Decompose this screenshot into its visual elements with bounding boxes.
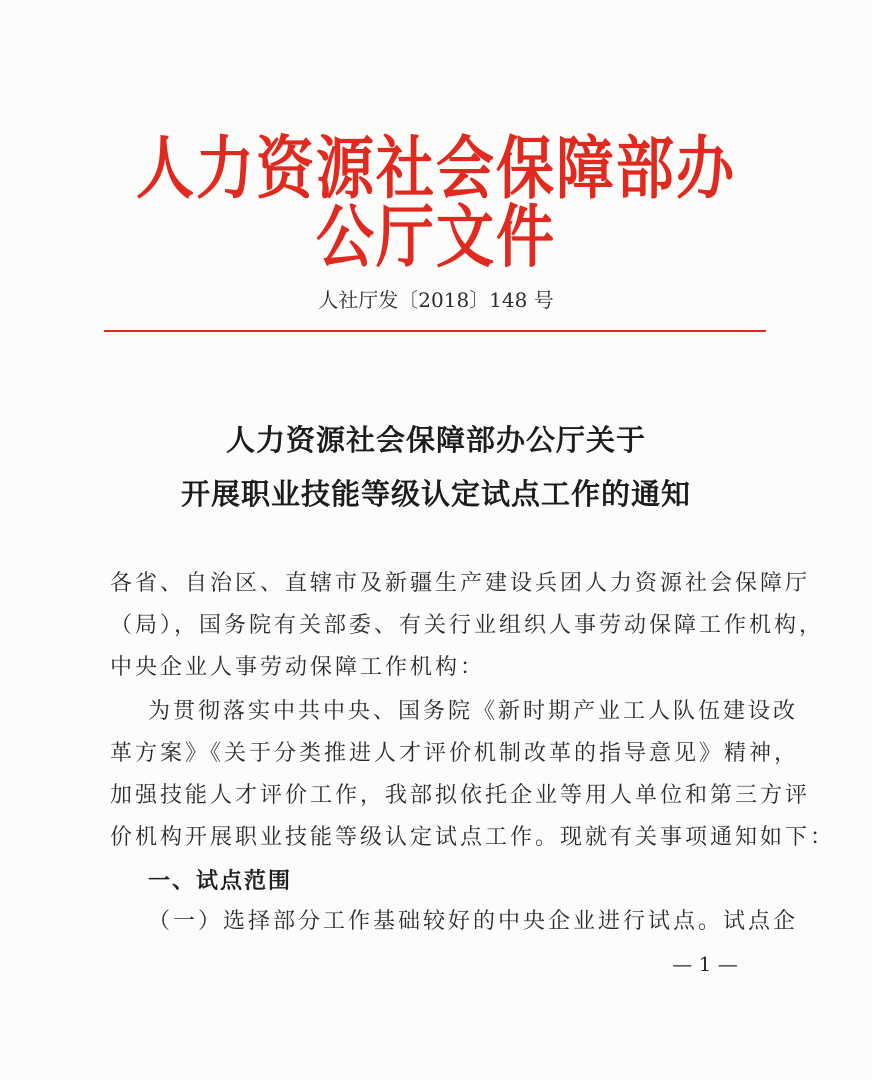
- recipients-line-1: 各省、自治区、直辖市及新疆生产建设兵团人力资源社会保障厅: [110, 571, 811, 596]
- paragraph-1-line-3: 加强技能人才评价工作，我部拟依托企业等用人单位和第三方评: [110, 783, 811, 808]
- paragraph-1-line-4: 价机构开展职业技能等级认定试点工作。现就有关事项通知如下：: [110, 825, 836, 850]
- recipients-line-3: 中央企业人事劳动保障工作机构：: [110, 655, 486, 680]
- notice-title-line-1: 人力资源社会保障部办公厅关于: [225, 423, 646, 457]
- paragraph-1-line-1: 为贯彻落实中共中央、国务院《新时期产业工人队伍建设改: [148, 699, 799, 724]
- section-1-item-1: （一）选择部分工作基础较好的中央企业进行试点。试点企: [148, 909, 799, 934]
- page-number: — 1 —: [672, 952, 738, 976]
- document-header-title: 人力资源社会保障部办公厅文件: [135, 128, 736, 277]
- red-divider-line: [104, 330, 766, 332]
- paragraph-1-line-2: 革方案》《关于分类推进人才评价机制改革的指导意见》精神，: [110, 741, 800, 766]
- recipients-line-2: （局），国务院有关部委、有关行业组织人事劳动保障工作机构，: [110, 613, 825, 638]
- document-number: 人社厅发〔2018〕148 号: [318, 288, 554, 312]
- notice-title-line-2: 开展职业技能等级认定试点工作的通知: [180, 477, 691, 511]
- section-1-heading: 一、试点范围: [148, 869, 293, 894]
